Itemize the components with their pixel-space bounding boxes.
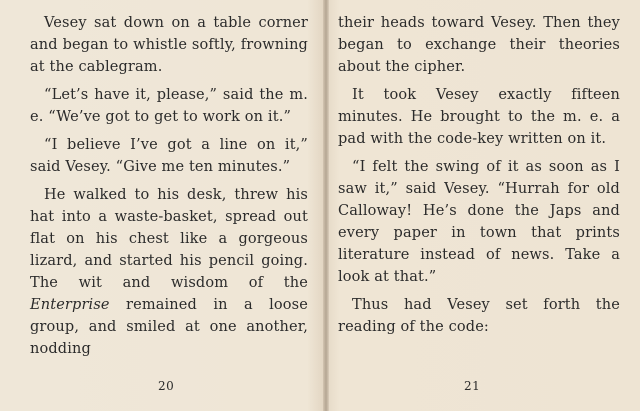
page-number: 21 <box>464 379 481 393</box>
right-page <box>330 0 640 411</box>
paragraph: It took Vesey exactly fifteen minutes. He brought to the m. e. a pad with the code-key written on it. <box>338 87 620 147</box>
paragraph: “Let’s have it, please,” said the m. e. “We’ve got to get to work on it.” <box>30 87 308 125</box>
book-gutter <box>323 0 329 411</box>
paragraph: “I believe I’ve got a line on it,” said Vesey. “Give me ten minutes.” <box>30 137 308 175</box>
page-number: 20 <box>158 379 175 393</box>
paragraph: Thus had Vesey set forth the reading of the code: <box>338 297 620 335</box>
paragraph: “I felt the swing of it as soon as I saw it,” said Vesey. “Hurrah for old Calloway! He’s done the Japs and every paper in town that prints literature instead of news. Take a look at that.” <box>338 159 620 285</box>
paragraph: their heads toward Vesey. Then they began to exchange their theories about the cipher. <box>338 15 620 75</box>
paragraph <box>30 184 308 360</box>
text-run: remained in a loose group, and smiled at one another, nodding <box>30 297 308 357</box>
text-run: He walked to his desk, threw his hat into a waste-basket, spread out flat on his chest like a gorgeous lizard, and started his pencil going. The wit and wisdom of the <box>30 187 308 291</box>
paragraph: Vesey sat down on a table corner and began to whistle softly, frowning at the cablegram. <box>30 15 308 75</box>
publication-name: Enterprise <box>30 297 110 313</box>
